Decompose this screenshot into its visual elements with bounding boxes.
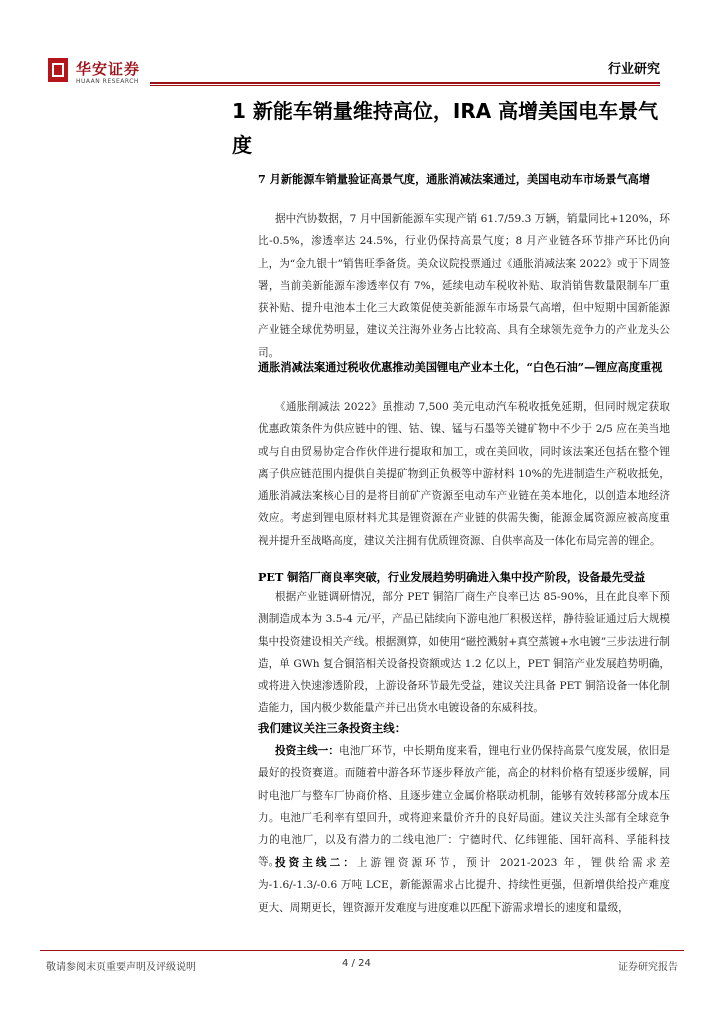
footer-doc-type: 证券研究报告 xyxy=(618,962,678,973)
section-label: 行业研究 xyxy=(607,62,660,77)
header-divider-thin xyxy=(150,85,660,86)
page-number: 4 / 24 xyxy=(342,958,371,969)
header-divider xyxy=(150,82,660,84)
investment-heading: 我们建议关注三条投资主线： xyxy=(258,721,407,735)
investment-line-2 xyxy=(258,852,670,919)
logo-subtext: HUAAN RESEARCH xyxy=(76,78,139,85)
block-body xyxy=(258,586,670,720)
footer-disclaimer: 敬请参阅末页重要声明及评级说明 xyxy=(46,962,196,973)
block-heading: PET 铜箔厂商良率突破，行业发展趋势明确进入集中投产阶段，设备最先受益 xyxy=(258,570,646,584)
paragraph: 据中汽协数据，7 月中国新能源车实现产销 61.7/59.3 万辆，销量同比+120%，环比-0.5%，渗透率达 24.5%，行业仍保持高景气度；8 月产业链各环节排产环比仍向上，为“金九银十”销售旺季备货。美众议院投票通过《通胀消减法案 2022》或于下周签署，当前美新能源车渗透率仅有 7%，延续电动车税收补贴、取消销售数量限制车厂重获补贴、提升电池本土化三大政策促使美新能源车市场景气高增，但中短期中国新能源产业链全球优势明显，建议关注海外业务占比较高、具有全球领先竞争力的产业龙头公司。 xyxy=(258,213,670,359)
line-label: 投资主线二： xyxy=(274,857,357,869)
logo-text: 华安证券 xyxy=(76,60,141,78)
block-body xyxy=(258,208,670,364)
logo-icon xyxy=(48,58,68,82)
page-title: 1 新能车销量维持高位，IRA 高增美国电车景气度 xyxy=(232,99,659,157)
line-label: 投资主线一： xyxy=(274,745,340,757)
line-text: 电池厂环节，中长期角度来看，锂电行业仍保持高景气度发展，依旧是最好的投资赛道。而随着中游各环节逐步释放产能，高企的材料价格有望逐步缓解，同时电池厂与整车厂协商价格、且逐步建立金属价格联动机制，能够有效转移部分成本压力。电池厂毛利率有望回升，或将迎来量价齐升的良好局面。建议关注头部有全球竞争力的电池厂，以及有潜力的二线电池厂：宁德时代、亿纬锂能、国轩高科、孚能科技等。 xyxy=(258,745,670,869)
paragraph: 根据产业链调研情况，部分 PET 铜箔厂商生产良率已达 85-90%，且在此良率下预测制造成本为 3.5-4 元/平，产品已陆续向下游电池厂积极送样，静待验证通过后大规模集中投资建设相关产线。根据测算，如使用“磁控溅射+真空蒸镀+水电镀”三步法进行制造，单 GWh 复合铜箔相关设备投资额或达 1.2 亿以上，PET 铜箔产业发展趋势明确，或将进入快速渗透阶段，上游设备环节最先受益，建议关注具备 PET 铜箔设备一体化制造能力，国内极少数能量产并已出货水电镀设备的东威科技。 xyxy=(258,591,670,715)
block-heading: 通胀消减法案通过税收优惠推动美国锂电产业本土化，“白色石油”—锂应高度重视 xyxy=(258,360,663,374)
block-heading: 7 月新能源车销量验证高景气度，通胀消减法案通过，美国电动车市场景气高增 xyxy=(258,172,651,186)
paragraph: 《通胀削减法 2022》虽推动 7,500 美元电动汽车税收抵免延期，但同时规定获取优惠政策条件为供应链中的锂、钴、镍、锰与石墨等关键矿物中不少于 2/5 应在美当地或与自由贸易协定合作伙伴进行提取和加工，或在美回收，同时该法案还包括在整个锂离子供应链范围内提供自美提矿物到正负极等中游材料 10%的先进制造生产税收抵免，通胀消减法案核心目的是将目前矿产资源至电动车产业链在美本地化，以创造本地经济效应。考虑到锂电原材料尤其是锂资源在产业链的供需失衡，能源金属资源应被高度重视并提升至战略高度，建议关注拥有优质锂资源、自供率高及一体化布局完善的锂企。 xyxy=(258,401,670,547)
line-text: 上游锂资源环节，预计 2021-2023 年，锂供给需求差为-1.6/-1.3/-0.6 万吨 LCE，新能源需求占比提升、持续性更强，但新增供给投产难度更大、周期更长，锂资源开发难度与进度难以匹配下游需求增长的速度和量级， xyxy=(258,857,670,914)
paragraph xyxy=(258,852,670,919)
footer-divider xyxy=(40,950,684,951)
block-body xyxy=(258,396,670,552)
